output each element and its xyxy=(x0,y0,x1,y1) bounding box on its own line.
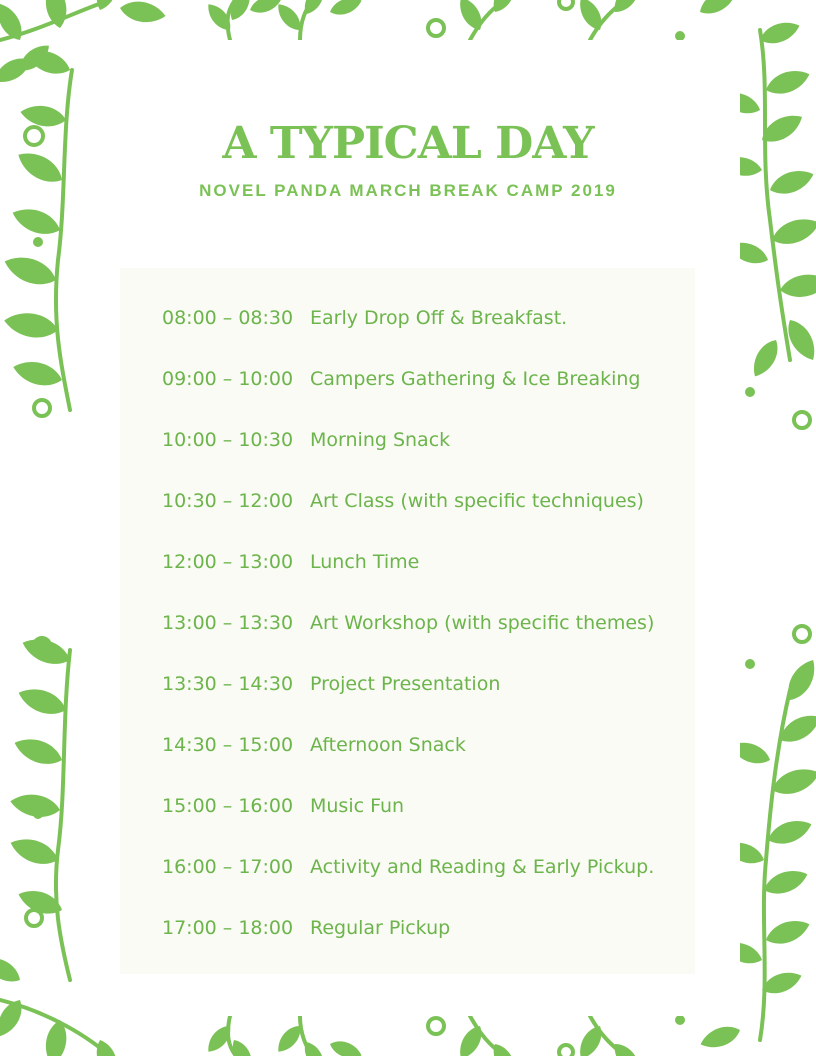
vine-leaf-icon xyxy=(1,250,60,291)
schedule-time: 08:00 – 08:30 xyxy=(162,307,294,329)
schedule-time: 09:00 – 10:00 xyxy=(162,368,294,390)
vine-leaf-icon xyxy=(15,683,70,721)
dot-icon xyxy=(33,809,43,819)
vine-leaf-icon xyxy=(328,0,364,19)
schedule-activity: Lunch Time xyxy=(310,551,420,573)
vine-leaf-icon xyxy=(778,271,816,301)
schedule-activity: Afternoon Snack xyxy=(310,734,466,756)
vine-leaf-icon xyxy=(696,0,741,20)
schedule-row xyxy=(162,913,450,943)
vine-leaf-icon xyxy=(2,309,60,342)
ring-dot-icon xyxy=(794,626,810,642)
vine-leaf-icon xyxy=(765,815,815,849)
ring-dot-icon xyxy=(559,0,573,9)
schedule-row xyxy=(162,608,654,638)
vine-leaf-icon xyxy=(761,865,811,899)
schedule-time: 13:30 – 14:30 xyxy=(162,673,294,695)
schedule-time: 14:30 – 15:00 xyxy=(162,734,294,756)
schedule-time: 16:00 – 17:00 xyxy=(162,856,294,878)
schedule-row xyxy=(162,852,654,882)
vine-leaf-icon xyxy=(697,1022,743,1053)
vine-leaf-icon xyxy=(9,203,64,241)
schedule-activity: Project Presentation xyxy=(310,673,501,695)
schedule-row xyxy=(162,791,404,821)
schedule-activity: Early Drop Off & Breakfast. xyxy=(310,307,568,329)
ring-dot-icon xyxy=(34,400,50,416)
vine-leaf-icon xyxy=(747,336,784,381)
vine-leaf-icon xyxy=(11,733,66,771)
schedule-activity: Music Fun xyxy=(310,795,405,817)
page-subtitle: NOVEL PANDA MARCH BREAK CAMP 2019 xyxy=(199,181,617,200)
schedule-activity: Campers Gathering & Ice Breaking xyxy=(310,368,641,390)
schedule-activity: Art Workshop (with specific themes) xyxy=(310,612,655,634)
schedule-row xyxy=(162,486,644,516)
dot-icon xyxy=(745,387,755,397)
vine-leaf-icon xyxy=(574,1022,607,1056)
schedule-time: 13:00 – 13:30 xyxy=(162,612,294,634)
schedule-row xyxy=(162,547,419,577)
ring-dot-icon xyxy=(428,1018,444,1034)
schedule-activity: Art Class (with specific techniques) xyxy=(310,490,644,512)
vine-leaf-icon xyxy=(763,915,813,949)
ring-dot-icon xyxy=(26,910,42,926)
schedule-activity: Regular Pickup xyxy=(310,917,451,939)
dot-icon xyxy=(675,1015,685,1025)
schedule-row xyxy=(162,303,567,333)
vine-leaf-icon xyxy=(574,0,607,34)
schedule-time: 15:00 – 16:00 xyxy=(162,795,294,817)
schedule-time: 12:00 – 13:00 xyxy=(162,551,294,573)
schedule-row xyxy=(162,425,450,455)
schedule-activity: Activity and Reading & Early Pickup. xyxy=(310,856,655,878)
vine-leaf-icon xyxy=(328,1037,364,1056)
vine-leaf-icon xyxy=(454,1022,487,1056)
schedule-row xyxy=(162,364,640,394)
schedule-time: 10:30 – 12:00 xyxy=(162,490,294,512)
schedule-panel xyxy=(120,268,695,974)
ring-dot-icon xyxy=(794,412,810,428)
schedule-time: 17:00 – 18:00 xyxy=(162,917,294,939)
vine-leaf-icon xyxy=(768,213,816,251)
ring-dot-icon xyxy=(428,20,444,36)
vine-leaf-icon xyxy=(7,833,62,871)
schedule-time: 10:00 – 10:30 xyxy=(162,429,294,451)
schedule-row xyxy=(162,669,500,699)
vine-leaf-icon xyxy=(763,65,813,99)
dot-icon xyxy=(33,237,43,247)
ring-dot-icon xyxy=(559,1045,573,1056)
schedule-activity: Morning Snack xyxy=(310,429,451,451)
schedule-row xyxy=(162,730,466,760)
vine-leaf-icon xyxy=(11,357,65,391)
vine-leaf-icon xyxy=(454,0,487,34)
page-title: A TYPICAL DAY xyxy=(222,118,594,169)
vine-leaf-icon xyxy=(118,0,167,26)
vine-leaf-icon xyxy=(0,951,25,988)
dot-icon xyxy=(745,659,755,669)
